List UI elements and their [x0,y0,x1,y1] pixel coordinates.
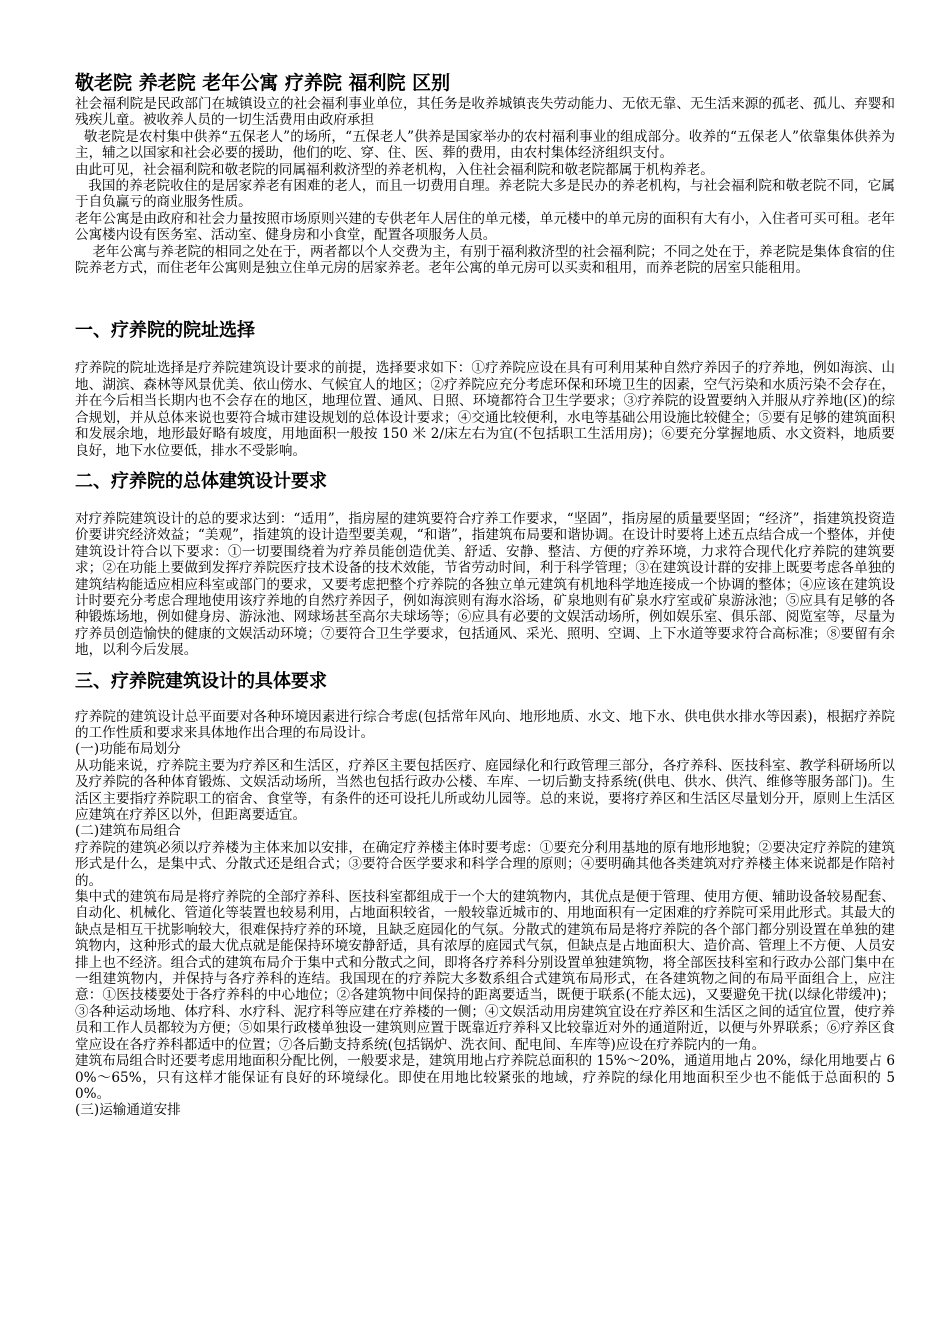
intro-paragraph-summary: 由此可见，社会福利院和敬老院的同属福利救济型的养老机构，入住社会福利院和敬老院都属于机构养老。 [75,161,714,178]
intro-paragraph-nursing-home: 敬老院是农村集中供养“五保老人”的场所，“五保老人”供养是国家举办的农村福利事业的组成部分。收养的“五保老人”依靠集体供养为主，辅之以国家和社会必要的援助，他们的吃、穿、住、医、葬的费用，由农村集体经济组织支付。 [75,128,895,162]
section-text-overall-design: 对疗养院建筑设计的总的要求达到：“适用”，指房屋的建筑要符合疗养工作要求，“坚固”，指房屋的质量要坚固；“经济”，指建筑投资造价要讲究经济效益；“美观”，指建筑的设计造型要美观，“和谐”，指建筑布局要和谐协调。在设计时要将上述五点结合成一个整体，并使建筑设计符合以下要求：①一切要围绕着为疗养员能创造优美、舒适、安静、整洁、方便的疗养环境，力求符合现代化疗养院的建筑要求；②在功能上要做到发挥疗养院医疗技术设备的技术效能，节省劳动时间，利于科学管理；③在建筑设计群的安排上既要考虑各单独的建筑结构能适应相应科室或部门的要求，又要考虑把整个疗养院的各独立单元建筑有机地科学地连接成一个协调的整体；④应该在建筑设计时要充分考虑合理地使用该疗养地的自然疗养因子，例如海滨则有海水浴场，矿泉地则有矿泉水疗室或矿泉游泳池；⑤应具有足够的各种锻炼场地，例如健身房、游泳池、网球场甚至高尔夫球场等；⑥应具有必要的文娱活动场所，例如娱乐室、俱乐部、阅览室等，尽量为疗养员创造愉快的健康的文娱活动环境；⑦要符合卫生学要求，包括通风、采光、照明、空调、上下水道等要求符合高标准；⑧要留有余地，以利今后发展。 [75,510,895,659]
intro-paragraph-comparison: 老年公寓与养老院的相同之处在于，两者都以个人交费为主，有别于福利救济型的社会福利院；不同之处在于，养老院是集体食宿的住院养老方式，而住老年公寓则是独立住单元房的居家养老。老年公寓的单元房可以买卖和租用，而养老院的居室只能租用。 [75,243,895,277]
paragraph-building-layout-main: 疗养院的建筑必须以疗养楼为主体来加以安排，在确定疗养楼主体时要考虑：①要充分利用基地的原有地形地貌；②要决定疗养院的建筑形式是什么，是集中式、分散式还是组合式；③要符合医学要求和科学合理的原则；④要明确其他各类建筑对疗养楼主体来说都是作陪衬的。 [75,839,895,889]
spacer [75,459,895,469]
spacer [75,276,895,318]
document-body [75,70,895,1119]
intro-paragraph-senior-apartment: 老年公寓是由政府和社会力量按照市场原则兴建的专供老年人居住的单元楼，单元楼中的单元房的面积有大有小，入住者可买可租。老年公寓楼内设有医务室、活动室、健身房和小食堂，配置各项服务人员。 [75,210,895,244]
paragraph-functional-layout: 从功能来说，疗养院主要为疗养区和生活区，疗养区主要包括医疗、庭园绿化和行政管理三部分，各疗养科、医技科室、教学科研场所以及疗养院的各种体育锻炼、文娱活动场所，当然也包括行政办公楼、车库、一切后勤支持系统(供电、供水、供汽、维修等服务部门)。生活区主要指疗养院职工的宿舍、食堂等，有条件的还可设托儿所或幼儿园等。总的来说，要将疗养区和生活区尽量划分开，原则上生活区应建筑在疗养区以外，但距离要适宜。 [75,757,895,823]
spacer [75,695,895,709]
subheading-transport-channels: (三)运输通道安排 [75,1102,181,1119]
subheading-building-layout: (二)建筑布局组合 [75,823,181,840]
section-heading-overall-design: 二、疗养院的总体建筑设计要求 [75,470,327,492]
section-heading-specific-requirements: 三、疗养院建筑设计的具体要求 [75,670,327,692]
intro-paragraph-elderly-home: 我国的养老院收住的是居家养老有困难的老人，而且一切费用自理。养老院大多是民办的养老机构，与社会福利院和敬老院不同，它属于自负赢亏的商业服务性质。 [75,178,895,211]
paragraph-land-ratio: 建筑布局组合时还要考虑用地面积分配比例，一般要求是，建筑用地占疗养院总面积的 15%～20%，通道用地占 20%，绿化用地要占 60%～65%，只有这样才能保证有良好的环境绿化。即使在用地比较紧张的地域，疗养院的绿化用地面积至少也不能低于总面积的 50%。 [75,1053,895,1102]
paragraph-building-layout-types: 集中式的建筑布局是将疗养院的全部疗养科、医技科室都组成于一个大的建筑物内，其优点是便于管理、使用方便、辅助设备较易配套、自动化、机械化、管道化等装置也较易利用，占地面积较省，一般较靠近城市的、用地面积有一定困难的疗养院可采用此形式。其最大的缺点是相互干扰影响较大，很难保持疗养的环境，且缺乏庭园化的气氛。分散式的建筑布局是将疗养院的各个部门都分别设置在单独的建筑物内，这种形式的最大优点就是能保持环境安静舒适，具有浓厚的庭园式气氛，但缺点是占地面积大、造价高、管理上不方便、人员安排上也不经济。组合式的建筑布局介于集中式和分散式之间，即将各疗养科分别设置单独建筑物，将全部医技科室和行政办公部门集中在一组建筑物内，并保持与各疗养科的连结。我国现在的疗养院大多数系组合式建筑布局形式，在各建筑物之间的布局平面组合上，应注意：①医技楼要处于各疗养科的中心地位；②各建筑物中间保持的距离要适当，既便于联系(不能太远)，又要避免干扰(以绿化带缓冲)；③各种运动场地、体疗科、水疗科、泥疗科等应建在疗养楼的一侧；④文娱活动用房建筑宜设在疗养区和生活区之间的适宜位置，使疗养员和工作人员都较为方便；⑤如果行政楼单独设一建筑则应置于既靠近疗养科又比较靠近对外的通道附近，以便与外界联系；⑥疗养区食堂应设在各疗养科都适中的位置；⑦各后勤支持系统(包括锅炉、洗衣间、配电间、车库等)应设在疗养院内的一角。 [75,889,895,1053]
spacer [75,344,895,360]
section3-intro-paragraph: 疗养院的建筑设计总平面要对各种环境因素进行综合考虑(包括常年风向、地形地质、水文、地下水、供电供水排水等因素)，根据疗养院的工作性质和要求来具体地作出合理的布局设计。 [75,708,895,741]
subheading-functional-layout: (一)功能布局划分 [75,741,181,758]
document-title: 敬老院 养老院 老年公寓 疗养院 福利院 区别 [75,72,451,94]
spacer [75,495,895,511]
spacer [75,659,895,669]
section-heading-site-selection: 一、疗养院的院址选择 [75,320,255,342]
section-text-site-selection: 疗养院的院址选择是疗养院建筑设计要求的前提，选择要求如下：①疗养院应设在具有可利用某种自然疗养因子的疗养地，例如海滨、山地、湖滨、森林等风景优美、依山傍水、气候宜人的地区；②疗养院应充分考虑环保和环境卫生的因素，空气污染和水质污染不会存在，并在今后相当长期内也不会存在的地区，地理位置、通风、日照、环境都符合卫生学要求；③疗养院的设置要纳入并服从疗养地(区)的综合规划，并从总体来说也要符合城市建设规划的总体设计要求；④交通比较便利，水电等基础公用设施比较健全；⑤要有足够的建筑面积和发展余地，地形最好略有坡度，用地面积一般按 150 米 2/床左右为宜(不包括职工生活用房)；⑥要充分掌握地质、水文资料，地质要良好，地下水位要低，排水不受影响。 [75,360,895,459]
intro-paragraph-welfare-home: 社会福利院是民政部门在城镇设立的社会福利事业单位，其任务是收养城镇丧失劳动能力、无依无靠、无生活来源的孤老、孤儿、弃婴和残疾儿童。被收养人员的一切生活费用由政府承担 [75,96,895,129]
